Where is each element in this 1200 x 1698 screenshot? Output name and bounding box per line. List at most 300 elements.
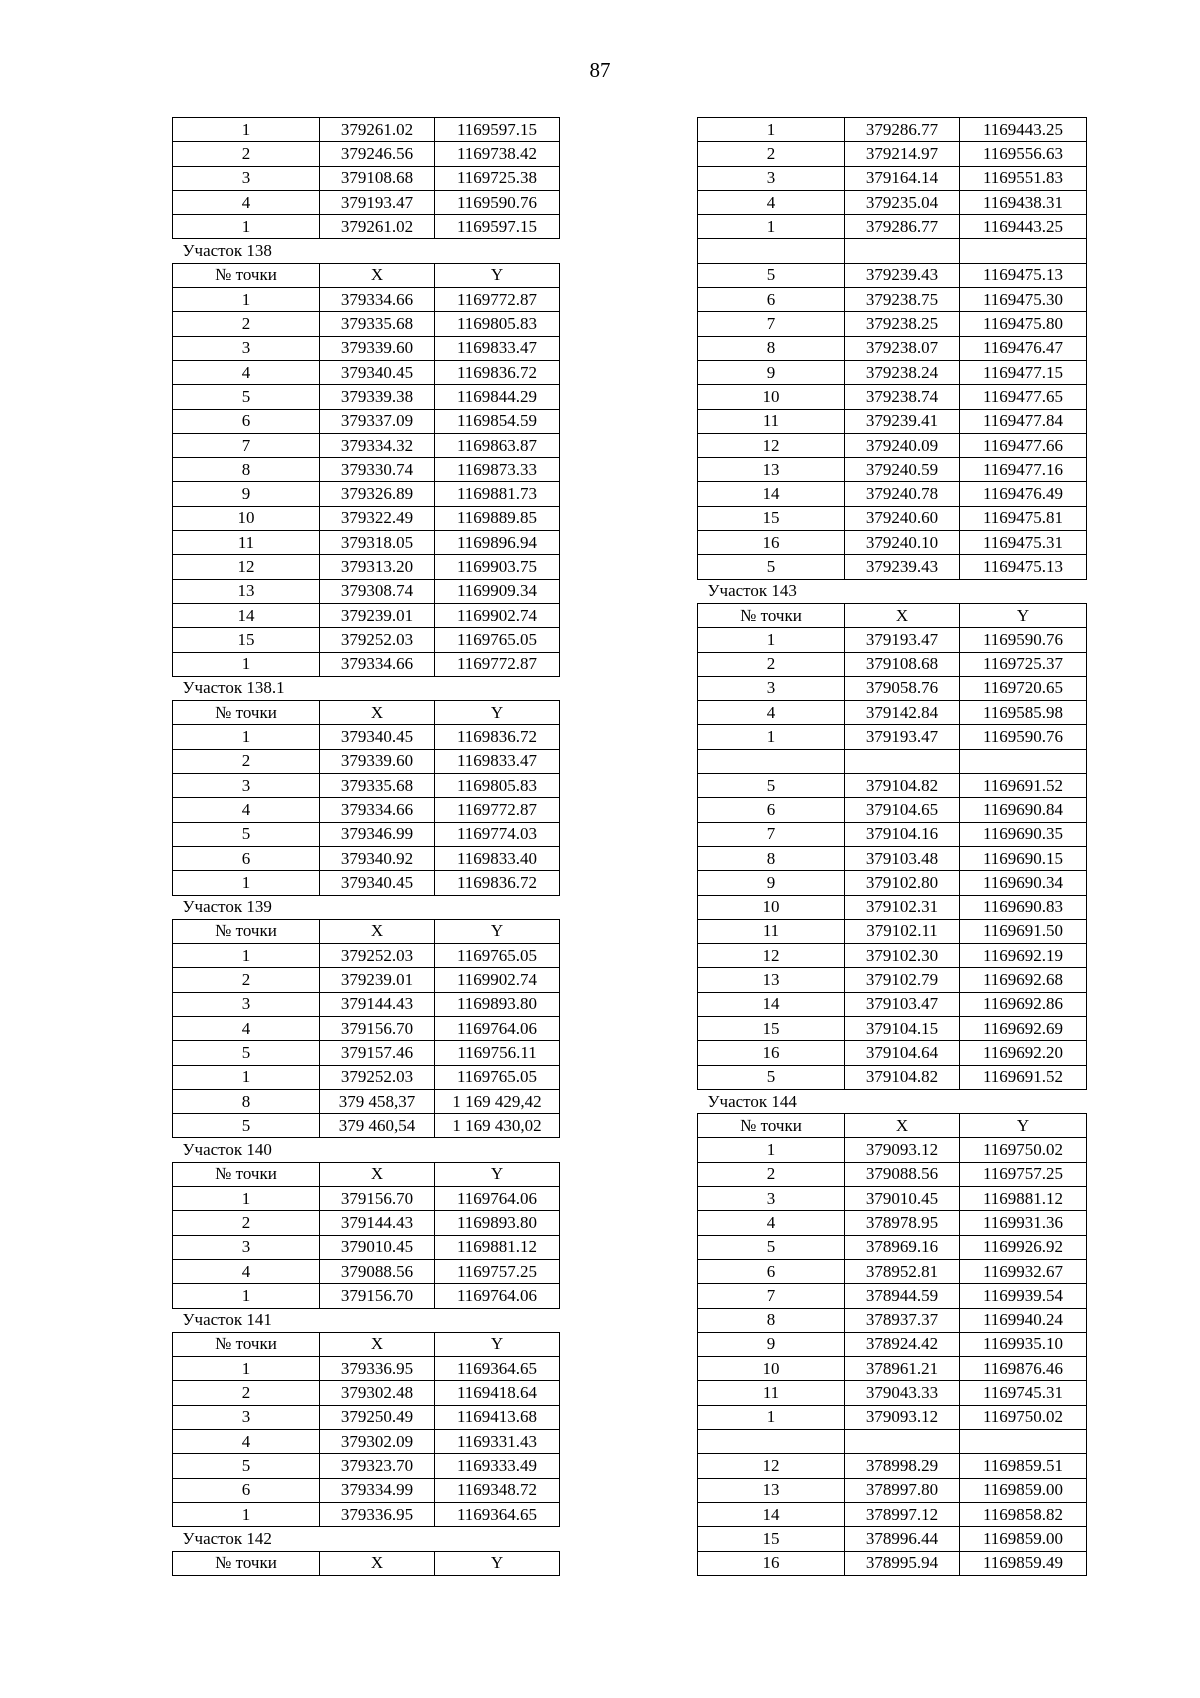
- table-header-row: [173, 263, 560, 287]
- x-coordinate-cell: 379261.02: [320, 118, 435, 142]
- point-number-cell: 4: [698, 1211, 845, 1235]
- y-coordinate-cell: 1169691.52: [960, 774, 1087, 798]
- x-coordinate-cell: 379334.66: [320, 288, 435, 312]
- point-number-cell: 1: [173, 1065, 320, 1089]
- point-number-cell: 12: [698, 433, 845, 457]
- point-number-cell: 1: [698, 725, 845, 749]
- y-coordinate-cell: 1169475.81: [960, 506, 1087, 530]
- table-row: [173, 749, 560, 773]
- x-coordinate-cell: 379093.12: [845, 1138, 960, 1162]
- table-row: [698, 555, 1087, 579]
- table-row: [698, 385, 1087, 409]
- section-title: Участок 144: [707, 1091, 797, 1111]
- y-coordinate-cell: 1169833.40: [435, 846, 560, 870]
- table-row: [698, 919, 1087, 943]
- point-number-cell: 9: [173, 482, 320, 506]
- point-number-cell: 3: [173, 992, 320, 1016]
- x-coordinate-cell: 379240.09: [845, 433, 960, 457]
- x-coordinate-cell: 378996.44: [845, 1527, 960, 1551]
- x-coordinate-cell: 379239.01: [320, 603, 435, 627]
- y-coordinate-cell: 1169590.76: [435, 190, 560, 214]
- table-header-row: [698, 603, 1087, 627]
- table-row: [173, 360, 560, 384]
- x-coordinate-cell: 379330.74: [320, 458, 435, 482]
- point-number-cell: 14: [173, 603, 320, 627]
- table-row: [173, 190, 560, 214]
- y-coordinate-cell: 1169590.76: [960, 725, 1087, 749]
- x-coordinate-cell: 379346.99: [320, 822, 435, 846]
- table-row: [173, 1357, 560, 1381]
- section-title-row: [173, 895, 560, 919]
- table-row: [173, 1430, 560, 1454]
- point-number-cell: 3: [698, 1187, 845, 1211]
- y-header: Y: [435, 1162, 560, 1186]
- y-coordinate-cell: 1169597.15: [435, 118, 560, 142]
- x-coordinate-cell: 379239.41: [845, 409, 960, 433]
- x-coordinate-cell: 379104.82: [845, 1065, 960, 1089]
- point-number-cell: 11: [698, 1381, 845, 1405]
- section-title-row: [173, 239, 560, 263]
- table-row: [698, 1284, 1087, 1308]
- x-coordinate-cell: 379193.47: [845, 725, 960, 749]
- section-title-spacer: [320, 1527, 560, 1551]
- point-number-cell: 11: [698, 409, 845, 433]
- point-number-cell: 1: [173, 725, 320, 749]
- table-row: [173, 1211, 560, 1235]
- x-coordinate-cell: 379286.77: [845, 215, 960, 239]
- table-row: [173, 506, 560, 530]
- table-row: [698, 1332, 1087, 1356]
- x-coordinate-cell: 379 458,37: [320, 1089, 435, 1113]
- x-header: X: [320, 1332, 435, 1356]
- table-row: [173, 579, 560, 603]
- x-coordinate-cell: 379336.95: [320, 1357, 435, 1381]
- section-title: Участок 141: [182, 1310, 272, 1330]
- table-row: [698, 725, 1087, 749]
- x-coordinate-cell: 378997.12: [845, 1502, 960, 1526]
- section-title-spacer: [320, 895, 560, 919]
- x-coordinate-cell: 379322.49: [320, 506, 435, 530]
- x-coordinate-cell: 379104.15: [845, 1016, 960, 1040]
- point-number-cell: 12: [173, 555, 320, 579]
- point-number-cell: 3: [173, 166, 320, 190]
- point-number-cell: 2: [173, 968, 320, 992]
- y-header: Y: [435, 263, 560, 287]
- point-number-cell: 5: [698, 1065, 845, 1089]
- x-coordinate-cell: 378924.42: [845, 1332, 960, 1356]
- table-row: [698, 166, 1087, 190]
- x-coordinate-cell: 379103.47: [845, 992, 960, 1016]
- x-coordinate-cell: 379235.04: [845, 190, 960, 214]
- section-title: Участок 138: [182, 241, 272, 261]
- point-number-cell: 1: [173, 944, 320, 968]
- y-coordinate-cell: 1169438.31: [960, 190, 1087, 214]
- section-title-spacer: [320, 1308, 560, 1332]
- x-coordinate-cell: 379250.49: [320, 1405, 435, 1429]
- x-coordinate-cell: 378952.81: [845, 1259, 960, 1283]
- y-coordinate-cell: 1169556.63: [960, 142, 1087, 166]
- x-coordinate-cell: 379334.66: [320, 652, 435, 676]
- section-title-spacer: [845, 579, 1087, 603]
- x-coordinate-cell: 379102.31: [845, 895, 960, 919]
- x-coordinate-cell: 379302.48: [320, 1381, 435, 1405]
- table-row: [698, 749, 1087, 773]
- point-number-cell: 2: [173, 749, 320, 773]
- table-row: [698, 1502, 1087, 1526]
- y-coordinate-cell: 1169854.59: [435, 409, 560, 433]
- table-row: [698, 1187, 1087, 1211]
- y-coordinate-cell: 1169863.87: [435, 433, 560, 457]
- point-number-cell: 2: [173, 1211, 320, 1235]
- point-number-cell: 1: [698, 118, 845, 142]
- x-coordinate-cell: 379193.47: [320, 190, 435, 214]
- table-row: [698, 1478, 1087, 1502]
- section-title-spacer: [845, 1089, 1087, 1113]
- table-row: [698, 312, 1087, 336]
- table-header-row: [173, 1162, 560, 1186]
- x-coordinate-cell: 379340.45: [320, 360, 435, 384]
- y-coordinate-cell: 1169765.05: [435, 944, 560, 968]
- point-number-cell: 13: [698, 1478, 845, 1502]
- y-coordinate-cell: 1169725.38: [435, 166, 560, 190]
- point-number-cell: 3: [698, 166, 845, 190]
- x-coordinate-cell: 379156.70: [320, 1187, 435, 1211]
- y-coordinate-cell: 1169774.03: [435, 822, 560, 846]
- point-number-cell: 10: [698, 385, 845, 409]
- point-number-cell: 4: [173, 190, 320, 214]
- point-number-cell: 5: [173, 1041, 320, 1065]
- table-row: [698, 895, 1087, 919]
- y-coordinate-cell: 1169859.00: [960, 1478, 1087, 1502]
- point-number-cell: 5: [698, 263, 845, 287]
- x-header: X: [320, 919, 435, 943]
- point-number-cell: 3: [173, 774, 320, 798]
- point-number-header: № точки: [173, 1332, 320, 1356]
- x-coordinate-cell: 379102.79: [845, 968, 960, 992]
- x-header: X: [320, 1551, 435, 1575]
- x-coordinate-cell: 379 460,54: [320, 1114, 435, 1138]
- table-row: [173, 1259, 560, 1283]
- y-coordinate-cell: 1169931.36: [960, 1211, 1087, 1235]
- section-title-spacer: [320, 676, 560, 700]
- table-row: [698, 239, 1087, 263]
- table-header-row: [173, 1551, 560, 1575]
- x-coordinate-cell: 378961.21: [845, 1357, 960, 1381]
- table-row: [173, 1235, 560, 1259]
- point-number-cell: 9: [698, 1332, 845, 1356]
- y-coordinate-cell: 1169859.51: [960, 1454, 1087, 1478]
- x-coordinate-cell: 379102.30: [845, 944, 960, 968]
- x-coordinate-cell: 379103.48: [845, 846, 960, 870]
- point-number-cell: 6: [173, 846, 320, 870]
- left-coordinates-table: [172, 117, 560, 1576]
- point-number-cell: 8: [698, 846, 845, 870]
- point-number-cell: 2: [698, 652, 845, 676]
- table-row: [698, 433, 1087, 457]
- table-row: [173, 118, 560, 142]
- table-row: [173, 1041, 560, 1065]
- y-coordinate-cell: 1169690.34: [960, 871, 1087, 895]
- table-row: [698, 871, 1087, 895]
- point-number-cell: 1: [173, 1502, 320, 1526]
- point-number-cell: 5: [698, 555, 845, 579]
- x-coordinate-cell: 379156.70: [320, 1016, 435, 1040]
- table-row: [173, 336, 560, 360]
- table-row: [173, 288, 560, 312]
- y-coordinate-cell: 1169413.68: [435, 1405, 560, 1429]
- x-coordinate-cell: 379238.24: [845, 360, 960, 384]
- y-coordinate-cell: 1169690.35: [960, 822, 1087, 846]
- y-coordinate-cell: 1169757.25: [960, 1162, 1087, 1186]
- y-coordinate-cell: 1169764.06: [435, 1284, 560, 1308]
- section-title-row: [698, 579, 1087, 603]
- point-number-cell: 14: [698, 992, 845, 1016]
- x-coordinate-cell: 379240.59: [845, 458, 960, 482]
- point-number-cell: 11: [698, 919, 845, 943]
- table-row: [698, 118, 1087, 142]
- point-number-cell: 2: [173, 1381, 320, 1405]
- table-row: [698, 968, 1087, 992]
- table-row: [698, 142, 1087, 166]
- x-coordinate-cell: 379252.03: [320, 628, 435, 652]
- y-coordinate-cell: 1169690.83: [960, 895, 1087, 919]
- y-coordinate-cell: 1169757.25: [435, 1259, 560, 1283]
- table-row: [698, 360, 1087, 384]
- x-coordinate-cell: 379323.70: [320, 1454, 435, 1478]
- y-coordinate-cell: 1169772.87: [435, 652, 560, 676]
- x-header: X: [320, 1162, 435, 1186]
- y-coordinate-cell: 1169909.34: [435, 579, 560, 603]
- x-coordinate-cell: 379334.32: [320, 433, 435, 457]
- section-title-spacer: [320, 1138, 560, 1162]
- y-coordinate-cell: 1169720.65: [960, 676, 1087, 700]
- point-number-cell: 10: [698, 895, 845, 919]
- x-coordinate-cell: 379164.14: [845, 166, 960, 190]
- table-row: [173, 166, 560, 190]
- point-number-cell: 12: [698, 1454, 845, 1478]
- point-number-cell: 8: [698, 1308, 845, 1332]
- point-number-cell: 1: [173, 1187, 320, 1211]
- point-number-header: № точки: [173, 701, 320, 725]
- point-number-cell: 1: [173, 118, 320, 142]
- table-row: [698, 676, 1087, 700]
- table-row: [173, 1187, 560, 1211]
- x-coordinate-cell: 379043.33: [845, 1381, 960, 1405]
- y-coordinate-cell: 1169443.25: [960, 118, 1087, 142]
- table-row: [173, 385, 560, 409]
- point-number-cell: 7: [173, 433, 320, 457]
- table-row: [698, 1138, 1087, 1162]
- table-row: [173, 142, 560, 166]
- section-title: Участок 142: [182, 1528, 272, 1548]
- point-number-cell: 13: [698, 458, 845, 482]
- table-row: [698, 1259, 1087, 1283]
- table-row: [173, 725, 560, 749]
- y-coordinate-cell: 1169764.06: [435, 1016, 560, 1040]
- table-row: [173, 1284, 560, 1308]
- table-header-row: [173, 701, 560, 725]
- x-coordinate-cell: 379252.03: [320, 944, 435, 968]
- y-coordinate-cell: 1169750.02: [960, 1138, 1087, 1162]
- point-number-cell: 15: [698, 1016, 845, 1040]
- y-coordinate-cell: 1169475.30: [960, 288, 1087, 312]
- y-coordinate-cell: 1169881.73: [435, 482, 560, 506]
- table-row: [173, 798, 560, 822]
- y-coordinate-cell: 1169805.83: [435, 312, 560, 336]
- y-coordinate-cell: 1169935.10: [960, 1332, 1087, 1356]
- point-number-cell: 14: [698, 482, 845, 506]
- x-coordinate-cell: 379240.10: [845, 531, 960, 555]
- y-coordinate-cell: 1169692.20: [960, 1041, 1087, 1065]
- x-coordinate-cell: 379339.38: [320, 385, 435, 409]
- point-number-cell: 6: [698, 1259, 845, 1283]
- table-row: [173, 603, 560, 627]
- x-coordinate-cell: [845, 1430, 960, 1454]
- x-coordinate-cell: 379104.16: [845, 822, 960, 846]
- y-coordinate-cell: 1169475.13: [960, 263, 1087, 287]
- point-number-cell: 3: [173, 1405, 320, 1429]
- table-row: [698, 944, 1087, 968]
- right-coordinates-table: [697, 117, 1087, 1576]
- point-number-cell: 4: [698, 701, 845, 725]
- x-coordinate-cell: 378969.16: [845, 1235, 960, 1259]
- x-coordinate-cell: 379108.68: [845, 652, 960, 676]
- y-coordinate-cell: 1169859.49: [960, 1551, 1087, 1575]
- x-coordinate-cell: 379144.43: [320, 1211, 435, 1235]
- x-coordinate-cell: 379313.20: [320, 555, 435, 579]
- point-number-cell: 14: [698, 1502, 845, 1526]
- point-number-cell: 13: [698, 968, 845, 992]
- point-number-cell: 4: [173, 1259, 320, 1283]
- point-number-cell: 9: [698, 871, 845, 895]
- y-coordinate-cell: 1169858.82: [960, 1502, 1087, 1526]
- y-coordinate-cell: 1169738.42: [435, 142, 560, 166]
- x-coordinate-cell: 379058.76: [845, 676, 960, 700]
- table-row: [698, 992, 1087, 1016]
- x-coordinate-cell: 379318.05: [320, 531, 435, 555]
- point-number-cell: [698, 749, 845, 773]
- table-row: [173, 1381, 560, 1405]
- section-title-row: [173, 1308, 560, 1332]
- x-coordinate-cell: 379334.66: [320, 798, 435, 822]
- y-coordinate-cell: 1 169 430,02: [435, 1114, 560, 1138]
- y-coordinate-cell: 1169692.69: [960, 1016, 1087, 1040]
- x-header: X: [320, 263, 435, 287]
- x-coordinate-cell: 379104.82: [845, 774, 960, 798]
- y-coordinate-cell: 1169476.49: [960, 482, 1087, 506]
- x-coordinate-cell: 378997.80: [845, 1478, 960, 1502]
- x-coordinate-cell: 379240.78: [845, 482, 960, 506]
- table-row: [173, 531, 560, 555]
- x-coordinate-cell: 379010.45: [845, 1187, 960, 1211]
- section-title-spacer: [320, 239, 560, 263]
- x-coordinate-cell: 379238.74: [845, 385, 960, 409]
- y-coordinate-cell: 1169333.49: [435, 1454, 560, 1478]
- y-coordinate-cell: [960, 749, 1087, 773]
- x-coordinate-cell: 379214.97: [845, 142, 960, 166]
- table-row: [698, 336, 1087, 360]
- point-number-cell: 5: [173, 822, 320, 846]
- table-row: [698, 1357, 1087, 1381]
- x-header: X: [845, 1114, 960, 1138]
- table-row: [698, 1235, 1087, 1259]
- x-coordinate-cell: 379088.56: [320, 1259, 435, 1283]
- point-number-cell: 1: [173, 652, 320, 676]
- x-header: X: [845, 603, 960, 627]
- point-number-cell: 13: [173, 579, 320, 603]
- point-number-cell: 3: [173, 1235, 320, 1259]
- y-coordinate-cell: 1169844.29: [435, 385, 560, 409]
- y-coordinate-cell: 1169364.65: [435, 1357, 560, 1381]
- point-number-cell: 2: [173, 312, 320, 336]
- point-number-cell: 1: [173, 215, 320, 239]
- table-row: [698, 409, 1087, 433]
- table-row: [173, 1016, 560, 1040]
- x-coordinate-cell: 378998.29: [845, 1454, 960, 1478]
- x-coordinate-cell: 379010.45: [320, 1235, 435, 1259]
- x-coordinate-cell: [845, 239, 960, 263]
- table-row: [173, 1065, 560, 1089]
- point-number-cell: 7: [698, 312, 845, 336]
- table-row: [173, 846, 560, 870]
- table-row: [698, 458, 1087, 482]
- x-coordinate-cell: 379104.65: [845, 798, 960, 822]
- x-coordinate-cell: 379336.95: [320, 1502, 435, 1526]
- point-number-cell: 2: [698, 1162, 845, 1186]
- y-coordinate-cell: 1169833.47: [435, 336, 560, 360]
- point-number-header: № точки: [173, 1162, 320, 1186]
- table-row: [173, 774, 560, 798]
- table-row: [173, 871, 560, 895]
- table-row: [173, 1502, 560, 1526]
- table-row: [698, 1381, 1087, 1405]
- x-coordinate-cell: 379239.01: [320, 968, 435, 992]
- point-number-cell: 15: [173, 628, 320, 652]
- x-coordinate-cell: 379340.45: [320, 725, 435, 749]
- table-row: [698, 846, 1087, 870]
- y-coordinate-cell: 1169691.50: [960, 919, 1087, 943]
- point-number-cell: 6: [698, 288, 845, 312]
- table-header-row: [173, 1332, 560, 1356]
- x-coordinate-cell: 379334.99: [320, 1478, 435, 1502]
- section-title-row: [698, 1089, 1087, 1113]
- point-number-cell: 7: [698, 822, 845, 846]
- y-coordinate-cell: 1169418.64: [435, 1381, 560, 1405]
- point-number-cell: 16: [698, 531, 845, 555]
- y-coordinate-cell: 1169939.54: [960, 1284, 1087, 1308]
- y-header: Y: [435, 701, 560, 725]
- y-coordinate-cell: 1169443.25: [960, 215, 1087, 239]
- table-row: [698, 482, 1087, 506]
- y-coordinate-cell: 1169889.85: [435, 506, 560, 530]
- y-header: Y: [960, 1114, 1087, 1138]
- point-number-cell: 1: [173, 1357, 320, 1381]
- table-row: [173, 215, 560, 239]
- table-row: [173, 1114, 560, 1138]
- x-coordinate-cell: 379326.89: [320, 482, 435, 506]
- point-number-cell: 1: [173, 871, 320, 895]
- y-coordinate-cell: 1169833.47: [435, 749, 560, 773]
- x-coordinate-cell: 378995.94: [845, 1551, 960, 1575]
- table-row: [173, 1454, 560, 1478]
- point-number-cell: 4: [173, 1430, 320, 1454]
- section-title: Участок 138.1: [182, 678, 285, 698]
- table-row: [698, 1454, 1087, 1478]
- point-number-header: № точки: [173, 919, 320, 943]
- table-row: [173, 652, 560, 676]
- x-coordinate-cell: 379144.43: [320, 992, 435, 1016]
- y-coordinate-cell: 1169475.13: [960, 555, 1087, 579]
